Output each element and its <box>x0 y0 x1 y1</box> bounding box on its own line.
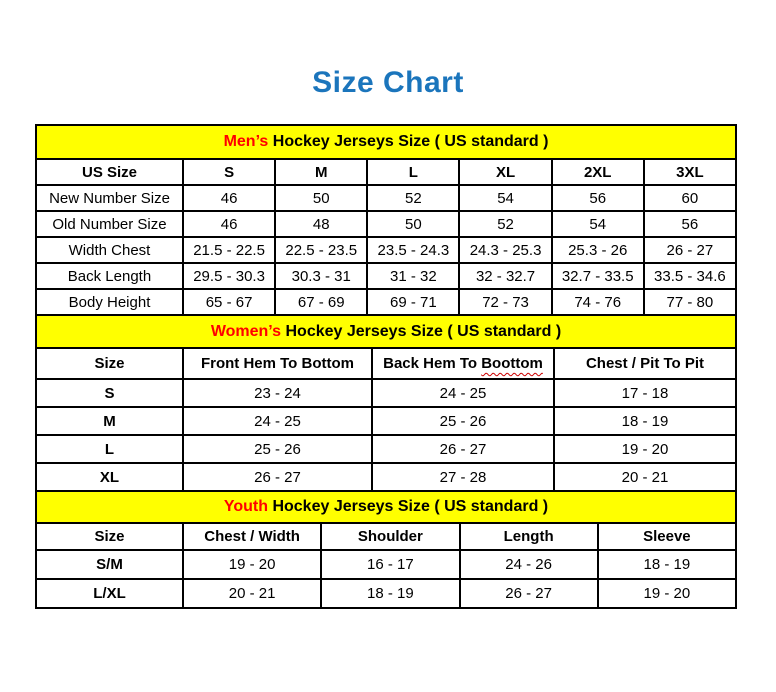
size-cell: 25 - 26 <box>372 407 554 435</box>
size-cell: 26 - 27 <box>644 237 736 263</box>
row-label: M <box>36 407 183 435</box>
size-cell: 60 <box>644 185 736 211</box>
table-row-back-length <box>36 263 736 289</box>
size-cell: 19 - 20 <box>598 579 736 608</box>
column-header-shoulder: Shoulder <box>321 523 459 550</box>
size-cell: 52 <box>459 211 551 237</box>
misspelled-word: Boottom <box>481 355 543 372</box>
column-header-3xl: 3XL <box>644 159 736 185</box>
size-cell: 26 - 27 <box>460 579 598 608</box>
column-header-m: M <box>275 159 367 185</box>
size-cell: 22.5 - 23.5 <box>275 237 367 263</box>
size-cell: 25 - 26 <box>183 435 372 463</box>
row-label: XL <box>36 463 183 491</box>
mens-section-title <box>36 125 736 159</box>
mens-size-table <box>35 124 737 316</box>
size-cell: 31 - 32 <box>367 263 459 289</box>
column-header-chest-width: Chest / Width <box>183 523 321 550</box>
size-cell: 56 <box>644 211 736 237</box>
size-cell: 24.3 - 25.3 <box>459 237 551 263</box>
column-header-sleeve: Sleeve <box>598 523 736 550</box>
size-cell: 30.3 - 31 <box>275 263 367 289</box>
size-cell: 46 <box>183 211 275 237</box>
size-cell: 26 - 27 <box>372 435 554 463</box>
size-cell: 33.5 - 34.6 <box>644 263 736 289</box>
size-cell: 32.7 - 33.5 <box>552 263 644 289</box>
size-cell: 77 - 80 <box>644 289 736 315</box>
womens-section-band <box>36 315 736 348</box>
mens-section-band <box>36 125 736 159</box>
youth-section-band <box>36 491 736 523</box>
size-cell: 20 - 21 <box>554 463 736 491</box>
row-label: Width Chest <box>36 237 183 263</box>
size-cell: 46 <box>183 185 275 211</box>
size-cell: 29.5 - 30.3 <box>183 263 275 289</box>
youth-section-title-highlight: Youth <box>223 498 268 515</box>
womens-header-row <box>36 348 736 379</box>
size-cell: 19 - 20 <box>554 435 736 463</box>
table-row-width-chest <box>36 237 736 263</box>
youth-section-title-rest: Hockey Jerseys Size ( US standard ) <box>268 498 549 515</box>
size-cell: 27 - 28 <box>372 463 554 491</box>
womens-section-title <box>36 315 736 348</box>
column-header-chest-pit: Chest / Pit To Pit <box>554 348 736 379</box>
size-cell: 50 <box>275 185 367 211</box>
table-row-womens-s <box>36 379 736 407</box>
size-cell: 69 - 71 <box>367 289 459 315</box>
column-header-s: S <box>183 159 275 185</box>
womens-size-table <box>35 314 737 492</box>
column-header-size: Size <box>36 348 183 379</box>
table-row-womens-l <box>36 435 736 463</box>
mens-section-title-rest: Hockey Jerseys Size ( US standard ) <box>268 133 549 150</box>
size-cell: 18 - 19 <box>321 579 459 608</box>
size-cell: 25.3 - 26 <box>552 237 644 263</box>
size-cell: 17 - 18 <box>554 379 736 407</box>
size-cell: 21.5 - 22.5 <box>183 237 275 263</box>
size-chart <box>35 124 737 609</box>
size-cell: 72 - 73 <box>459 289 551 315</box>
size-cell: 18 - 19 <box>554 407 736 435</box>
column-header-length: Length <box>460 523 598 550</box>
size-cell: 24 - 25 <box>183 407 372 435</box>
row-label: S <box>36 379 183 407</box>
size-cell: 24 - 25 <box>372 379 554 407</box>
youth-size-table <box>35 490 737 609</box>
row-label: L/XL <box>36 579 183 608</box>
size-cell: 16 - 17 <box>321 550 459 579</box>
size-cell: 23 - 24 <box>183 379 372 407</box>
size-cell: 54 <box>459 185 551 211</box>
table-row-old-number-size <box>36 211 736 237</box>
womens-section-title-rest: Hockey Jerseys Size ( US standard ) <box>281 322 562 340</box>
womens-section-title-highlight: Women’s <box>210 322 282 340</box>
size-cell: 18 - 19 <box>598 550 736 579</box>
mens-section-title-highlight: Men’s <box>223 133 269 150</box>
mens-header-row <box>36 159 736 185</box>
size-cell: 74 - 76 <box>552 289 644 315</box>
size-cell: 26 - 27 <box>183 463 372 491</box>
column-header-size: Size <box>36 523 183 550</box>
page-title: Size Chart <box>312 66 464 99</box>
column-header-front-hem: Front Hem To Bottom <box>183 348 372 379</box>
size-cell: 65 - 67 <box>183 289 275 315</box>
size-cell: 56 <box>552 185 644 211</box>
youth-section-title <box>36 491 736 523</box>
table-row-womens-m <box>36 407 736 435</box>
row-label: Old Number Size <box>36 211 183 237</box>
column-header-back-hem <box>372 348 554 379</box>
size-cell: 67 - 69 <box>275 289 367 315</box>
size-cell: 54 <box>552 211 644 237</box>
column-header-back-hem-text: Back Hem To <box>383 355 482 372</box>
table-row-youth-sm <box>36 550 736 579</box>
size-cell: 50 <box>367 211 459 237</box>
row-label: Body Height <box>36 289 183 315</box>
table-row-womens-xl <box>36 463 736 491</box>
size-cell: 19 - 20 <box>183 550 321 579</box>
table-row-new-number-size <box>36 185 736 211</box>
table-row-youth-lxl <box>36 579 736 608</box>
size-cell: 23.5 - 24.3 <box>367 237 459 263</box>
size-cell: 20 - 21 <box>183 579 321 608</box>
column-header-xl: XL <box>459 159 551 185</box>
row-label: L <box>36 435 183 463</box>
column-header-2xl: 2XL <box>552 159 644 185</box>
column-header-us-size: US Size <box>36 159 183 185</box>
column-header-l: L <box>367 159 459 185</box>
size-cell: 48 <box>275 211 367 237</box>
size-cell: 32 - 32.7 <box>459 263 551 289</box>
row-label: New Number Size <box>36 185 183 211</box>
youth-header-row <box>36 523 736 550</box>
row-label: Back Length <box>36 263 183 289</box>
row-label: S/M <box>36 550 183 579</box>
size-cell: 24 - 26 <box>460 550 598 579</box>
table-row-body-height <box>36 289 736 315</box>
size-cell: 52 <box>367 185 459 211</box>
